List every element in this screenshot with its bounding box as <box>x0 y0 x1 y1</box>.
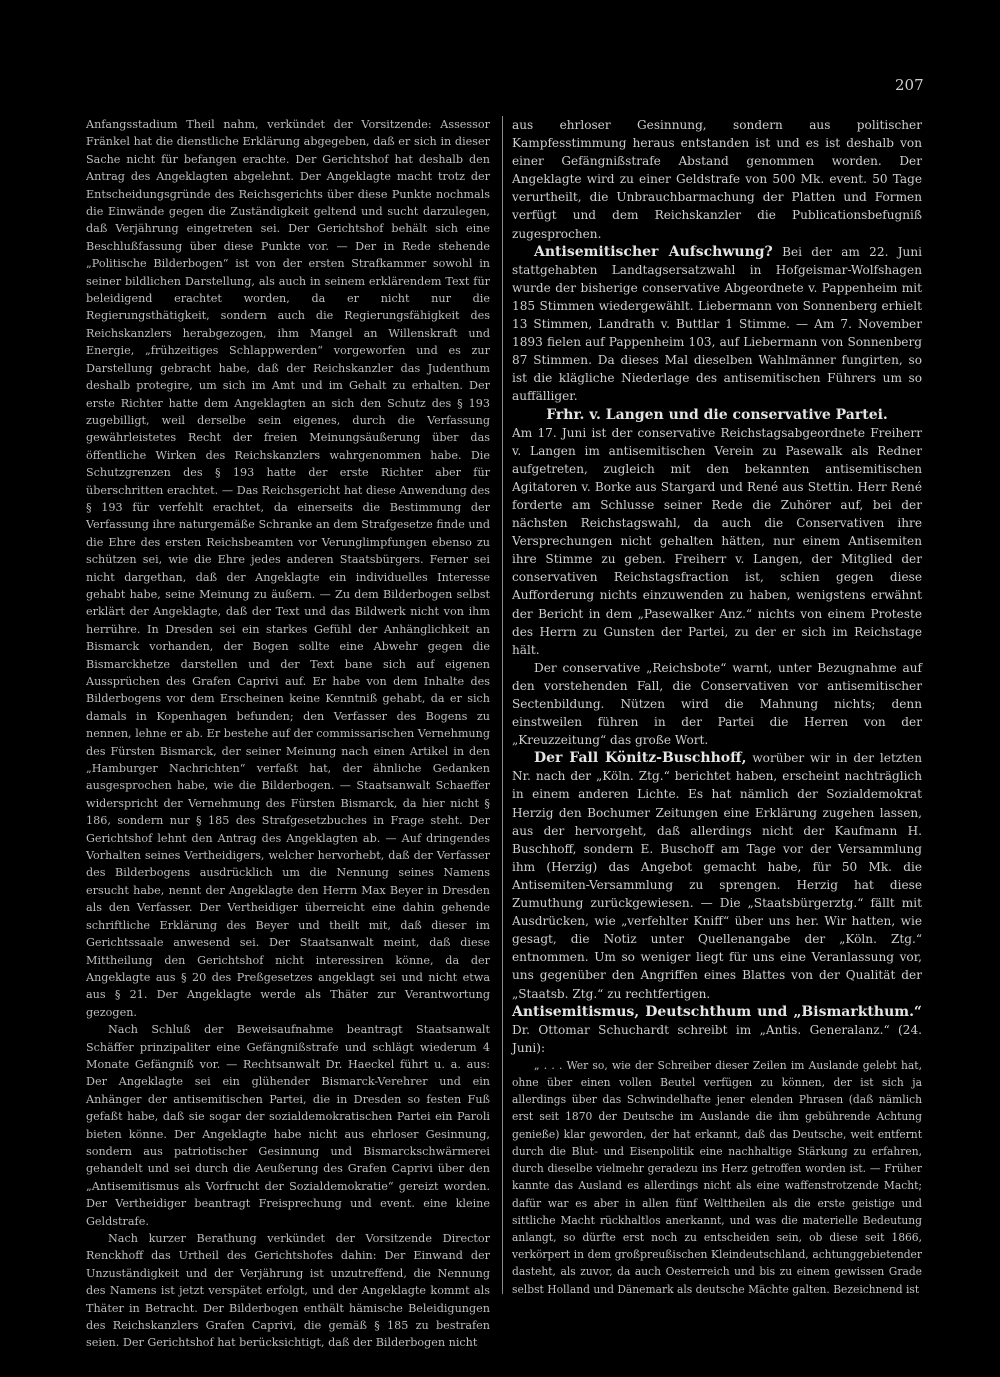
right-paragraph-6: Dr. Ottomar Schuchardt schreibt im „Antis. Generalanz.“ (24. Juni): <box>512 1022 922 1055</box>
right-quote: „ . . . Wer so, wie der Schreiber dieser Zeilen im Auslande gelebt hat, ohne über einen vollen Beutel verfügen zu können, der ist sich ja allerdings über das Schwindelhafte jener elenden Phrasen (daß nämlich erst seit 1870 der Deutsche im Auslande die ihm gebührende Achtung genieße) klar geworden, der hat erkannt, daß das Deutsche, weit entfernt durch die Blut- und Eisenpolitik eine nachhaltige Stärkung zu erfahren, durch dieselbe vielmehr geradezu ins Herz getroffen worden ist. — Früher kannte das Ausland es allerdings nicht als eine waffenstrotzende Macht; dafür war es aber in allen fünf Welttheilen als die erste geistige und sittliche Macht rückhaltlos anerkannt, und was die materielle Bedeutung anlangt, so dürfte erst noch zu entscheiden sein, ob diese seit 1866, verkörpert in dem großpreußischen Kleindeutschland, achtunggebietender dasteht, als zuvor, da auch Oesterreich und bis zu einem gewissen Grade selbst Holland und Dänemark als deutsche Mächte galten. Bezeichnend ist <box>512 1058 922 1296</box>
heading-langen-conservative: Frhr. v. Langen und die conservative Partei. <box>546 406 888 423</box>
right-column <box>512 116 922 1298</box>
right-paragraph-4: Der conservative „Reichsbote“ warnt, unter Bezugnahme auf den vorstehenden Fall, die Conservativen vor antisemitischer Sectenbildung. Nützen wird die Mahnung nichts; denn einstweilen führen in der Partei die Herren von der „Kreuzzeitung“ das große Wort. <box>512 660 922 748</box>
right-paragraph-3: Am 17. Juni ist der conservative Reichstagsabgeordnete Freiherr v. Langen im antisemitischen Verein zu Pasewalk als Redner aufgetreten, zugleich mit den bekannten antisemitischen Agitatoren v. Borke aus Stargard und René aus Stettin. Herr René forderte am Schlusse seiner Rede die Zuhörer auf, bei der nächsten Reichstagswahl, da auch die Conservativen ihre Versprechungen nicht gehalten hätten, nur einem Antisemiten ihre Stimme zu geben. Freiherr v. Langen, der Mitglied der conservativen Reichstagsfraction ist, schien gegen diese Aufforderung nichts einzuwenden zu haben, wenigstens erwähnt der Bericht in dem „Pasewalker Anz.“ nichts von einem Proteste des Herrn zu Gunsten der Partei, zu der er sich im Reichstage hält. <box>512 425 922 657</box>
left-paragraph-3: Nach kurzer Berathung verkündet der Vorsitzende Director Renckhoff das Urtheil des Gerichtshofes dahin: Der Einwand der Unzuständigkeit und der Verjährung ist unzutreffend, die Nennung des Namens ist jetzt verspätet erfolgt, und der Angeklagte kommt als Thäter in Betracht. Der Bilderbogen enthält hämische Beleidigungen des Reichskanzlers Grafen Caprivi, die gemäß § 185 zu bestrafen seien. Der Gerichtshof hat berücksichtigt, daß der Bilderbogen nicht <box>86 1232 490 1350</box>
right-paragraph-1: aus ehrloser Gesinnung, sondern aus politischer Kampfesstimmung heraus entstanden ist und es ist deshalb von einer Gefängnißstrafe Abstand genommen worden. Der Angeklagte wird zu einer Geldstrafe von 500 Mk. event. 50 Tage verurtheilt, die Unbrauchbarmachung der Platten und Formen verfügt und dem Reichskanzler die Publicationsbefugniß zugesprochen. <box>512 118 922 241</box>
heading-antisemitismus-deutschthum: Antisemitismus, Deutschthum und „Bismarkthum.“ <box>512 1003 922 1020</box>
right-paragraph-2: Bei der am 22. Juni stattgehabten Landtagsersatzwahl in Hofgeismar-Wolfshagen wurde der bisherige conservative Abgeordnete v. Pappenheim mit 185 Stimmen wiedergewählt. Liebermann von Sonnenberg erhielt 13 Stimmen, Landrath v. Buttlar 1 Stimme. — Am 7. November 1893 fielen auf Pappenheim 103, auf Liebermann von Sonnenberg 87 Stimmen. Da dieses Mal dieselben Wahlmänner fungirten, so ist die klägliche Niederlage des antisemitischen Führers um so auffälliger. <box>512 244 922 404</box>
column-divider <box>502 116 503 1294</box>
left-paragraph-1: Anfangsstadium Theil nahm, verkündet der Vorsitzende: Assessor Fränkel hat die dienstliche Erklärung abgegeben, daß er sich in dieser Sache nicht für befangen erachte. Der Gerichtshof hat deshalb den Antrag des Angeklagten abgelehnt. Der Angeklagte macht trotz der Entscheidungsgründe des Reichsgerichts über diese Punkte nochmals die Einwände gegen die Zuständigkeit geltend und sucht darzulegen, daß Verjährung eingetreten sei. Der Gerichtshof behält sich eine Beschlußfassung über diese Punkte vor. — Der in Rede stehende „Politische Bilderbogen“ ist von der ersten Strafkammer sowohl in seiner bildlichen Darstellung, als auch in seinem erklärendem Text für beleidigend erachtet worden, da er nicht nur die Regierungsthätigkeit, sondern auch die Regierungsfähigkeit des Reichskanzlers herabgezogen, ihm Mangel an Willenskraft und Energie, „frühzeitiges Schlappwerden“ vorgeworfen und es zur Darstellung gebracht habe, daß der Reichskanzler das Judenthum deshalb protegire, um sich im Amt und im Gehalt zu erhalten. Der erste Richter hatte dem Angeklagten an sich den Schutz des § 193 zugebilligt, weil derselbe sein eigenes, durch die Verfassung gewährleistetes Recht der freien Meinungsäußerung über das öffentliche Wirken des Reichskanzlers wahrgenommen habe. Die Schutzgrenzen des § 193 hatte der erste Richter aber für überschritten erachtet. — Das Reichsgericht hat diese Anwendung des § 193 für verfehlt erachtet, da einerseits die Bestimmung der Verfassung ihre naturgemäße Schranke an dem Strafgesetze finde und die Ehre des ersten Reichsbeamten vor Verunglimpfungen ebenso zu schützen sei, wie die Ehre jedes anderen Staatsbürgers. Ferner sei nicht dargethan, daß der Angeklagte ein individuelles Interesse gehabt habe, seine Meinung zu äußern. — Zu dem Bilderbogen selbst erklärt der Angeklagte, daß der Text und das Bildwerk nicht von ihm herrühre. In Dresden sei ein starkes Gefühl der Anhänglichkeit an Bismarck vorhanden, der Bogen sollte eine Abwehr gegen die Bismarckhetze darstellen und der Text bane sich auf eigenen Aussprüchen des Grafen Caprivi auf. Er habe von dem Inhalte des Bilderbogens vor dem Erscheinen keine Kenntniß gehabt, da er sich damals in Kopenhagen befunden; den Verfasser des Bogens zu nennen, lehne er ab. Er bestehe auf der commissarischen Vernehmung des Fürsten Bismarck, der seiner Meinung nach einen Artikel in den „Hamburger Nachrichten“ verfaßt hat, der ähnliche Gedanken ausgesprochen habe, wie die Bilderbogen. — Staatsanwalt Schaeffer widerspricht der Vernehmung des Fürsten Bismarck, da hier nicht § 186, sondern nur § 185 des Strafgesetzbuches in Frage steht. Der Gerichtshof lehnt den Antrag des Angeklagten ab. — Auf dringendes Vorhalten seines Vertheidigers, welcher hervorhebt, daß der Verfasser des Bilderbogens ausdrücklich um die Nennung seines Namens ersucht habe, nennt der Angeklagte den Herrn Max Beyer in Dresden als den Verfasser. Der Vertheidiger überreicht eine dahin gehende schriftliche Erklärung des Beyer und theilt mit, daß dieser im Gerichtssaale anwesend sei. Der Staatsanwalt meint, daß diese Mittheilung den Gerichtshof nicht interessiren könne, da der Angeklagte aus § 20 des Preßgesetzes angeklagt sei und nicht etwa aus § 21. Der Angeklagte werde als Thäter zur Verantwortung gezogen. <box>86 118 490 1019</box>
heading-fall-koenitz-buschhoff: Der Fall Könitz-Buschhoff, <box>534 750 747 767</box>
heading-antisemitischer-aufschwung: Antisemitischer Aufschwung? <box>534 243 773 260</box>
right-paragraph-5: worüber wir in der letzten Nr. nach der „Köln. Ztg.“ berichtet haben, erscheint nachträglich in einem anderen Lichte. Es hat nämlich der Sozialdemokrat Herzig den Bochumer Zeitungen eine Erklärung zugehen lassen, aus der hervorgeht, daß allerdings nicht der Kaufmann H. Buschhoff, sondern E. Buschoff am Tage vor der Versammlung ihm (Herzig) das Angebot gemacht habe, für 50 Mk. die Antisemiten-Versammlung zu sprengen. Herzig hat diese Zumuthung zurückgewiesen. — Die „Staatsbürgerztg.“ fällt mit Ausdrücken, wie „verfehlter Kniff“ über uns her. Wir hatten, wie gesagt, die Notiz unter Quellenangabe der „Köln. Ztg.“ entnommen. Um so weniger liegt für uns eine Veranlassung vor, uns gegenüber den Angriffen eines Blattes von der Qualität der „Staatsb. Ztg.“ zu rechtfertigen. <box>512 751 922 1001</box>
page-number: 207 <box>895 76 924 94</box>
left-paragraph-2: Nach Schluß der Beweisaufnahme beantragt Staatsanwalt Schäffer prinzipaliter eine Gefängnißstrafe und schlägt wiederum 4 Monate Gefängniß vor. — Rechtsanwalt Dr. Haeckel führt u. a. aus: Der Angeklagte sei ein glühender Bismarck-Verehrer und ein Anhänger der antisemitischen Partei, die in Dresden so festen Fuß gefaßt habe, daß sie sogar der sozialdemokratischen Partei ein Paroli bieten könne. Der Angeklagte habe nicht aus ehrloser Gesinnung, sondern aus patriotischer Gesinnung und Bismarckschwärmerei gehandelt und sei durch die Aeußerung des Grafen Caprivi über den „Antisemitismus als Vorfrucht der Sozialdemokratie“ gereizt worden. Der Vertheidiger beantragt Freisprechung und event. eine kleine Geldstrafe. <box>86 1023 490 1228</box>
left-column <box>86 116 490 1352</box>
